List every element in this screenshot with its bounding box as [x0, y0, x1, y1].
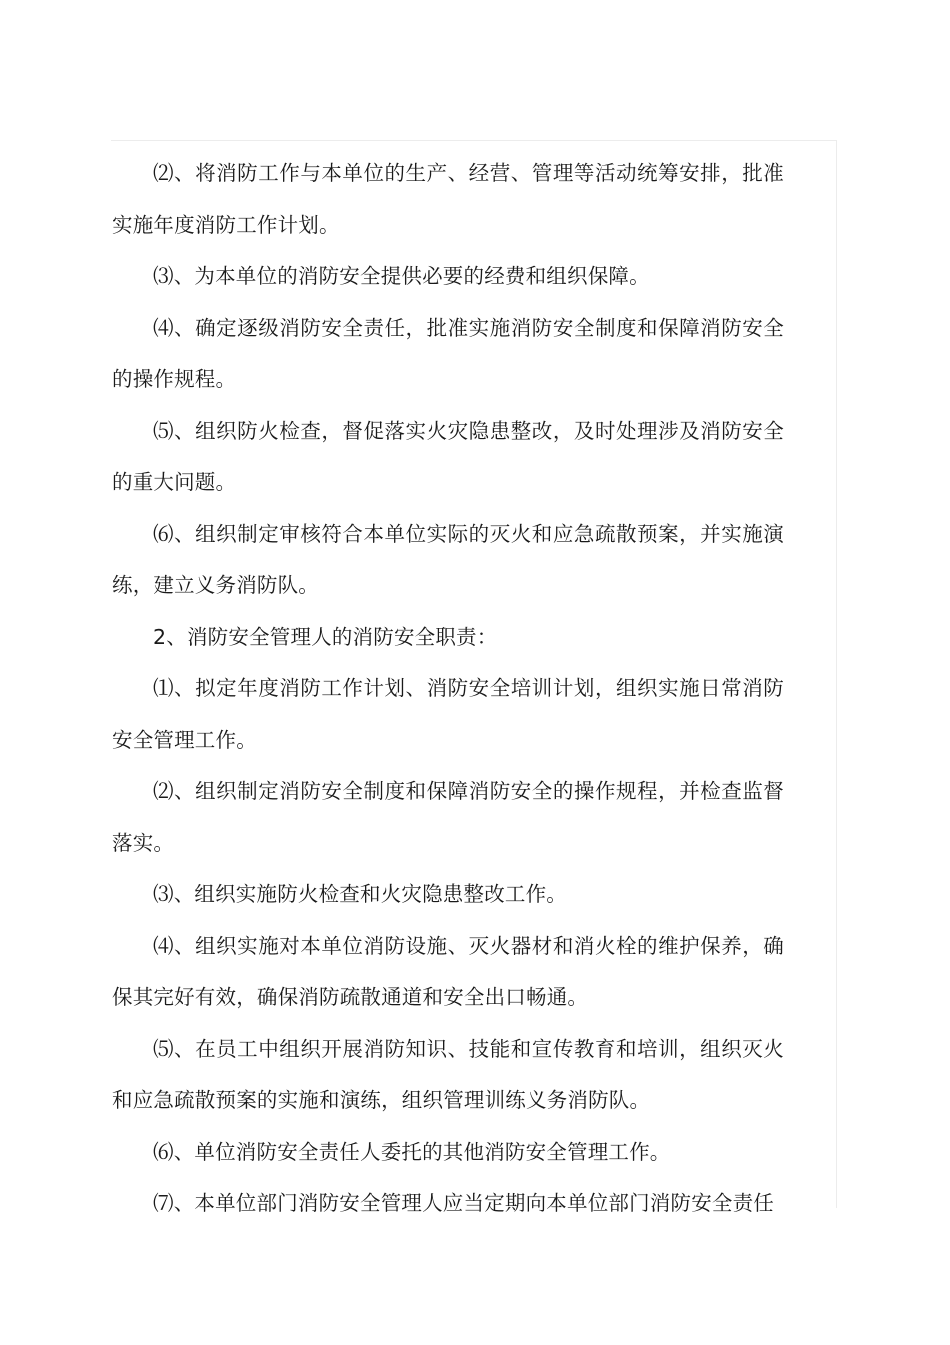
- manager-duty-2: ⑵、组织制定消防安全制度和保障消防安全的操作规程，并检查监督落实。: [112, 779, 784, 855]
- manager-duty-1: ⑴、拟定年度消防工作计划、消防安全培训计划，组织实施日常消防安全管理工作。: [112, 676, 784, 752]
- manager-duty-5: ⑸、在员工中组织开展消防知识、技能和宣传教育和培训，组织灭火和应急疏散预案的实施和演练，组织管理训练义务消防队。: [112, 1036, 784, 1112]
- paragraph-6: ⑹、组织制定审核符合本单位实际的灭火和应急疏散预案，并实施演练，建立义务消防队。: [112, 521, 784, 597]
- manager-duty-4: ⑷、组织实施对本单位消防设施、灭火器材和消火栓的维护保养，确保其完好有效，确保消防疏散通道和安全出口畅通。: [112, 933, 784, 1009]
- paragraph-5: ⑸、组织防火检查，督促落实火灾隐患整改，及时处理涉及消防安全的重大问题。: [112, 418, 784, 494]
- paragraph-4: ⑷、确定逐级消防安全责任，批准实施消防安全制度和保障消防安全的操作规程。: [112, 315, 784, 391]
- paragraph-2: ⑵、将消防工作与本单位的生产、经营、管理等活动统筹安排，批准实施年度消防工作计划。: [112, 161, 784, 237]
- paragraph-3: ⑶、为本单位的消防安全提供必要的经费和组织保障。: [153, 264, 650, 288]
- document-body: [112, 148, 784, 1230]
- section-heading-2: 2、消防安全管理人的消防安全职责：: [153, 624, 498, 649]
- manager-duty-7: ⑺、本单位部门消防安全管理人应当定期向本单位部门消防安全责任: [153, 1191, 774, 1215]
- manager-duty-3: ⑶、组织实施防火检查和火灾隐患整改工作。: [153, 882, 567, 906]
- manager-duty-6: ⑹、单位消防安全责任人委托的其他消防安全管理工作。: [153, 1139, 671, 1164]
